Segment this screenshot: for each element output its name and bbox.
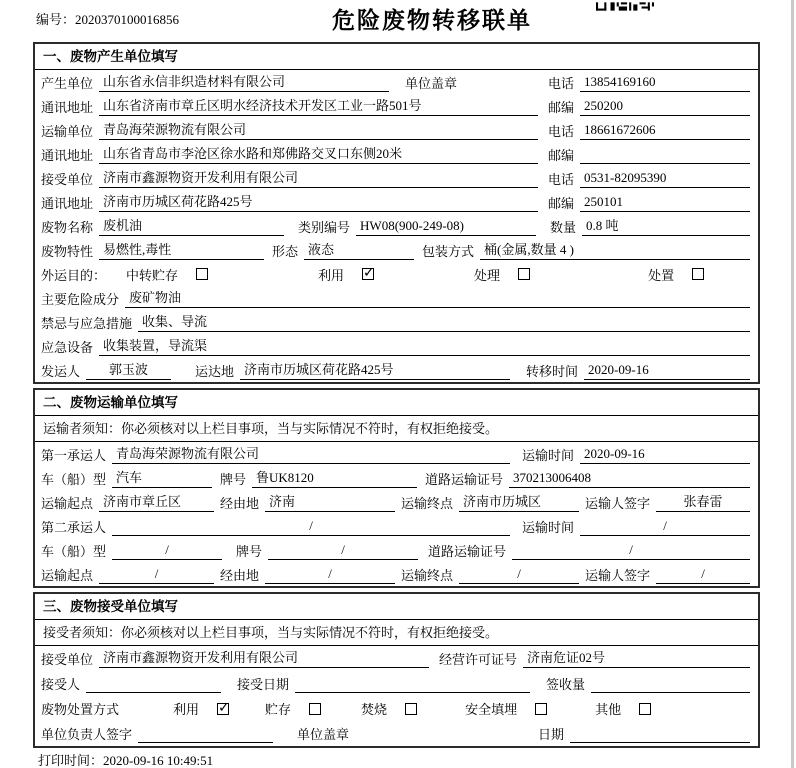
label-emergency-equipment: 应急设备 [41, 339, 94, 355]
row-receiver-unit [35, 646, 758, 671]
label-zip-1: 邮编 [547, 99, 574, 115]
label-vehicle-type-2: 车（船）型 [41, 543, 107, 559]
label-destination: 运达地 [195, 363, 235, 379]
label-origin-2: 运输起点 [41, 567, 94, 583]
row-taboo-measures [35, 310, 758, 334]
label-disposal-landfill: 安全填埋 [465, 702, 518, 717]
row-manager-sign [35, 721, 758, 746]
value-license: 济南危证02号 [523, 649, 750, 668]
value-zip-3: 250101 [580, 193, 750, 212]
value-waste-name: 废机油 [99, 217, 284, 236]
label-disposal-method: 废物处置方式 [41, 702, 120, 717]
row-disposal-method [35, 696, 758, 721]
page-title: 危险废物转移联单 [332, 7, 532, 33]
label-phone-1: 电话 [547, 75, 574, 91]
label-produce-unit: 产生单位 [41, 75, 94, 91]
label-transport-time-1: 运输时间 [521, 447, 574, 463]
value-transfer-time: 2020-09-16 [584, 361, 750, 380]
value-via-1: 济南 [265, 493, 395, 512]
row-route-2 [35, 562, 758, 586]
document-number-label: 编号： [36, 12, 76, 27]
section-receiver [33, 592, 760, 748]
section-producer-title: 一、废物产生单位填写 [35, 44, 758, 70]
label-category-code: 类别编号 [298, 219, 351, 235]
value-plate-1: 鲁UK8120 [252, 469, 417, 488]
print-time [38, 753, 796, 768]
value-emergency-equipment: 收集装置，导流渠 [99, 337, 750, 356]
label-plate-2: 牌号 [236, 543, 263, 559]
value-plate-2: / [268, 541, 418, 560]
value-phone-1: 13854169160 [580, 73, 750, 92]
label-address-3: 通讯地址 [41, 195, 94, 211]
row-vehicle-1 [35, 466, 758, 490]
row-route-1 [35, 490, 758, 514]
label-taboo-measures: 禁忌与应急措施 [41, 315, 133, 331]
label-second-carrier: 第二承运人 [41, 519, 107, 535]
checked-checkbox-icon [217, 703, 229, 715]
unchecked-checkbox-icon [535, 703, 547, 715]
label-disposal-storage: 贮存 [265, 702, 292, 717]
label-date: 日期 [537, 727, 564, 742]
row-second-carrier [35, 514, 758, 538]
row-receive-unit [35, 166, 758, 190]
value-zip-1: 250200 [580, 97, 750, 116]
value-receiver-person [86, 674, 221, 693]
value-carrier-sign-1: 张春雷 [656, 493, 750, 512]
value-category-code: HW08(900-249-08) [356, 217, 536, 236]
label-plate-1: 牌号 [220, 471, 247, 487]
checked-checkbox-icon [362, 268, 374, 280]
label-zip-3: 邮编 [547, 195, 574, 211]
label-carrier-sign-2: 运输人签字 [585, 567, 651, 583]
value-produce-unit: 山东省永信非织造材料有限公司 [99, 73, 389, 92]
page-right-edge [791, 0, 794, 768]
document-number-value: 2020370100016856 [75, 12, 180, 27]
label-quantity: 数量 [550, 219, 577, 235]
unchecked-checkbox-icon [518, 268, 530, 280]
label-first-carrier: 第一承运人 [41, 447, 107, 463]
unchecked-checkbox-icon [639, 703, 651, 715]
value-road-cert-1: 370213006408 [509, 469, 750, 488]
row-receiver-address [35, 190, 758, 214]
unchecked-checkbox-icon [405, 703, 417, 715]
value-transport-time-2: / [580, 517, 750, 536]
value-origin-1: 济南市章丘区 [99, 493, 214, 512]
value-address-1: 山东省济南市章丘区明水经济技术开发区工业一路501号 [99, 97, 538, 116]
section-producer [33, 42, 760, 384]
label-transfer-purpose: 外运目的： [41, 267, 107, 283]
label-receiver-unit: 接受单位 [41, 652, 94, 667]
section-transporter-title: 二、废物运输单位填写 [35, 390, 758, 416]
label-signed-amount: 签收量 [546, 677, 586, 692]
label-via-1: 经由地 [220, 495, 260, 511]
row-emergency-equipment [35, 334, 758, 358]
value-hazard-component: 废矿物油 [125, 289, 750, 308]
row-transfer-purpose [35, 262, 758, 286]
section-receiver-title: 三、废物接受单位填写 [35, 594, 758, 620]
value-carrier-sign-2: / [656, 565, 750, 584]
value-via-2: / [265, 565, 395, 584]
label-option-treat: 处理 [474, 267, 501, 283]
row-hazard-component [35, 286, 758, 310]
value-road-cert-2: / [512, 541, 750, 560]
value-date [570, 724, 750, 743]
row-vehicle-2 [35, 538, 758, 562]
unchecked-checkbox-icon [196, 268, 208, 280]
row-produce-unit [35, 70, 758, 94]
row-receiver-person [35, 671, 758, 696]
label-address-2: 通讯地址 [41, 147, 94, 163]
value-quantity: 0.8 吨 [582, 217, 750, 236]
label-sender: 发运人 [41, 363, 81, 379]
row-producer-address [35, 94, 758, 118]
value-second-carrier: / [112, 517, 510, 536]
transporter-notice: 运输者须知：你必须核对以上栏目事项，当与实际情况不符时，有权拒绝接受。 [35, 416, 758, 442]
label-transport-time-2: 运输时间 [521, 519, 574, 535]
label-option-utilize: 利用 [318, 267, 345, 283]
value-address-2: 山东省青岛市李沧区徐水路和郑佛路交叉口东侧20米 [99, 145, 538, 164]
row-first-carrier [35, 442, 758, 466]
unchecked-checkbox-icon [309, 703, 321, 715]
row-waste-character [35, 238, 758, 262]
document-header [0, 0, 796, 42]
label-vehicle-type-1: 车（船）型 [41, 471, 107, 487]
label-disposal-other: 其他 [595, 702, 622, 717]
value-vehicle-type-2: / [112, 541, 222, 560]
value-origin-2: / [99, 565, 214, 584]
label-hazard-component: 主要危险成分 [41, 291, 120, 307]
label-manager-sign: 单位负责人签字 [41, 727, 133, 742]
label-phone-2: 电话 [547, 123, 574, 139]
row-waste-name [35, 214, 758, 238]
label-receiver-person: 接受人 [41, 677, 81, 692]
row-transport-unit [35, 118, 758, 142]
label-waste-name: 废物名称 [41, 219, 94, 235]
value-waste-character: 易燃性,毒性 [99, 241, 264, 260]
label-waste-character: 废物特性 [41, 243, 94, 259]
document-number [36, 10, 179, 30]
value-sender: 郭玉波 [86, 361, 171, 380]
value-address-3: 济南市历城区荷花路425号 [99, 193, 538, 212]
value-vehicle-type-1: 汽车 [112, 469, 212, 488]
label-carrier-sign-1: 运输人签字 [585, 495, 651, 511]
value-receive-date [295, 674, 530, 693]
label-road-cert-2: 道路运输证号 [428, 543, 507, 559]
label-via-2: 经由地 [220, 567, 260, 583]
label-endpoint-1: 运输终点 [401, 495, 454, 511]
print-time-value: 2020-09-16 10:49:51 [103, 753, 214, 768]
label-packing: 包装方式 [422, 243, 475, 259]
value-taboo-measures: 收集、导流 [138, 313, 750, 332]
value-form: 液态 [304, 241, 414, 260]
print-time-label: 打印时间： [38, 753, 104, 768]
value-manager-sign [138, 724, 273, 743]
label-option-dispose: 处置 [648, 267, 675, 283]
label-unit-seal-2: 单位盖章 [297, 727, 350, 742]
label-option-storage: 中转贮存 [126, 267, 179, 283]
value-zip-2 [580, 145, 750, 164]
section-transporter [33, 388, 760, 588]
label-endpoint-2: 运输终点 [401, 567, 454, 583]
row-transporter-address [35, 142, 758, 166]
value-first-carrier: 青岛海荣源物流有限公司 [112, 445, 510, 464]
label-address-1: 通讯地址 [41, 99, 94, 115]
value-packing: 桶(金属,数量 4 ) [480, 241, 750, 260]
label-disposal-incinerate: 焚烧 [361, 702, 388, 717]
label-transport-unit: 运输单位 [41, 123, 94, 139]
value-phone-2: 18661672606 [580, 121, 750, 140]
label-license: 经营许可证号 [439, 652, 518, 667]
value-phone-3: 0531-82095390 [580, 169, 750, 188]
label-form: 形态 [272, 243, 299, 259]
row-sender [35, 358, 758, 382]
label-zip-2: 邮编 [547, 147, 574, 163]
label-origin-1: 运输起点 [41, 495, 94, 511]
label-phone-3: 电话 [547, 171, 574, 187]
value-receive-unit: 济南市鑫源物资开发利用有限公司 [99, 169, 538, 188]
value-receiver-unit: 济南市鑫源物资开发利用有限公司 [99, 649, 429, 668]
label-receive-date: 接受日期 [237, 677, 290, 692]
value-transport-unit: 青岛海荣源物流有限公司 [99, 121, 538, 140]
label-unit-seal: 单位盖章 [405, 75, 458, 91]
label-disposal-utilize: 利用 [173, 702, 200, 717]
value-endpoint-2: / [459, 565, 579, 584]
label-transfer-time: 转移时间 [526, 363, 579, 379]
receiver-notice: 接受者须知：你必须核对以上栏目事项，当与实际情况不符时，有权拒绝接受。 [35, 620, 758, 646]
label-receive-unit: 接受单位 [41, 171, 94, 187]
value-destination: 济南市历城区荷花路425号 [240, 361, 510, 380]
label-road-cert-1: 道路运输证号 [425, 471, 504, 487]
value-endpoint-1: 济南市历城区 [459, 493, 579, 512]
value-signed-amount [591, 674, 750, 693]
unchecked-checkbox-icon [692, 268, 704, 280]
value-transport-time-1: 2020-09-16 [580, 445, 750, 464]
